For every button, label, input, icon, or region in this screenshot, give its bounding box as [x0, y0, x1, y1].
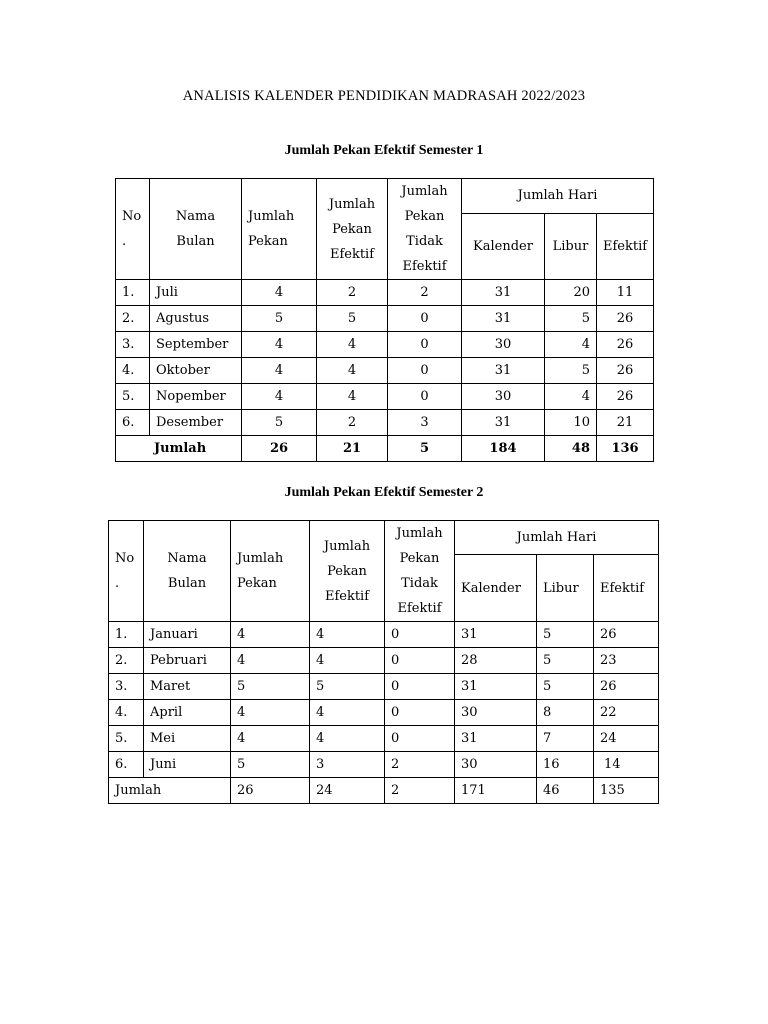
header-pekan-tidak-efektif: Jumlah Pekan Tidak Efektif	[385, 521, 455, 622]
cell-no: 6.	[109, 752, 144, 778]
table-row	[109, 726, 659, 752]
table-row	[116, 306, 654, 332]
cell-tidak: 2	[388, 280, 462, 306]
header-pekan-efektif: Jumlah Pekan Efektif	[317, 179, 388, 280]
cell-kalender: 31	[455, 622, 537, 648]
table-header-row	[116, 179, 654, 214]
total-libur: 48	[545, 436, 597, 462]
page-title: ANALISIS KALENDER PENDIDIKAN MADRASAH 2022/2023	[182, 88, 586, 104]
cell-efektif: 2	[317, 280, 388, 306]
cell-pekan: 4	[242, 280, 317, 306]
cell-pekan: 5	[242, 410, 317, 436]
cell-no: 3.	[109, 674, 144, 700]
cell-hari-efektif: 22	[594, 700, 659, 726]
total-kalender: 171	[455, 778, 537, 804]
header-jumlah-pekan: Jumlah Pekan	[242, 179, 317, 280]
cell-bulan: Pebruari	[144, 648, 231, 674]
header-hari-efektif: Efektif	[597, 213, 654, 279]
cell-hari-efektif: 26	[597, 384, 654, 410]
cell-pekan: 5	[231, 674, 310, 700]
header-kalender: Kalender	[462, 213, 545, 279]
cell-bulan: Agustus	[150, 306, 242, 332]
cell-hari-efektif: 11	[597, 280, 654, 306]
table-row	[116, 384, 654, 410]
total-label: Jumlah	[116, 436, 242, 462]
cell-libur: 10	[545, 410, 597, 436]
cell-libur: 7	[537, 726, 594, 752]
cell-kalender: 28	[455, 648, 537, 674]
total-hari-efektif: 135	[594, 778, 659, 804]
cell-pekan: 4	[242, 358, 317, 384]
table-row	[109, 752, 659, 778]
table-total-row	[109, 778, 659, 804]
cell-tidak: 2	[385, 752, 455, 778]
cell-hari-efektif: 26	[597, 306, 654, 332]
cell-libur: 5	[537, 674, 594, 700]
cell-libur: 8	[537, 700, 594, 726]
header-no: No .	[109, 521, 144, 622]
cell-hari-efektif: 26	[597, 332, 654, 358]
header-jumlah-hari: Jumlah Hari	[455, 521, 659, 555]
cell-tidak: 0	[385, 648, 455, 674]
semester-2-table	[108, 520, 659, 804]
cell-kalender: 31	[462, 306, 545, 332]
cell-kalender: 31	[462, 358, 545, 384]
cell-no: 1.	[109, 622, 144, 648]
total-pekan: 26	[242, 436, 317, 462]
cell-pekan: 4	[242, 332, 317, 358]
header-libur: Libur	[537, 555, 594, 622]
table-total-row	[116, 436, 654, 462]
cell-hari-efektif: 14	[594, 752, 659, 778]
cell-no: 4.	[116, 358, 150, 384]
cell-hari-efektif: 26	[594, 674, 659, 700]
cell-tidak: 0	[385, 726, 455, 752]
header-jumlah-pekan: Jumlah Pekan	[231, 521, 310, 622]
header-nama-bulan: Nama Bulan	[144, 521, 231, 622]
semester-2-subtitle: Jumlah Pekan Efektif Semester 2	[284, 485, 484, 500]
cell-libur: 4	[545, 384, 597, 410]
cell-kalender: 31	[455, 726, 537, 752]
cell-libur: 4	[545, 332, 597, 358]
cell-bulan: Nopember	[150, 384, 242, 410]
total-kalender: 184	[462, 436, 545, 462]
semester-1-table	[115, 178, 654, 462]
cell-tidak: 0	[385, 674, 455, 700]
cell-efektif: 4	[317, 358, 388, 384]
cell-no: 2.	[109, 648, 144, 674]
cell-libur: 16	[537, 752, 594, 778]
cell-efektif: 4	[317, 384, 388, 410]
table-row	[109, 674, 659, 700]
total-tidak: 2	[385, 778, 455, 804]
header-pekan-efektif: Jumlah Pekan Efektif	[310, 521, 385, 622]
cell-hari-efektif: 21	[597, 410, 654, 436]
header-jumlah-hari: Jumlah Hari	[462, 179, 654, 214]
cell-no: 4.	[109, 700, 144, 726]
total-efektif: 21	[317, 436, 388, 462]
cell-hari-efektif: 23	[594, 648, 659, 674]
cell-pekan: 4	[231, 700, 310, 726]
header-kalender: Kalender	[455, 555, 537, 622]
cell-tidak: 0	[388, 384, 462, 410]
cell-efektif: 4	[310, 648, 385, 674]
cell-no: 1.	[116, 280, 150, 306]
cell-efektif: 2	[317, 410, 388, 436]
cell-efektif: 3	[310, 752, 385, 778]
cell-kalender: 30	[462, 332, 545, 358]
cell-kalender: 31	[462, 280, 545, 306]
semester-1-subtitle: Jumlah Pekan Efektif Semester 1	[284, 143, 484, 158]
cell-no: 2.	[116, 306, 150, 332]
cell-efektif: 5	[317, 306, 388, 332]
cell-kalender: 30	[455, 752, 537, 778]
header-pekan-tidak-efektif: Jumlah Pekan Tidak Efektif	[388, 179, 462, 280]
cell-efektif: 4	[310, 700, 385, 726]
table-row	[109, 622, 659, 648]
table-row	[116, 280, 654, 306]
cell-hari-efektif: 26	[594, 622, 659, 648]
table-row	[116, 332, 654, 358]
cell-pekan: 4	[231, 622, 310, 648]
table-row	[109, 648, 659, 674]
table-row	[116, 410, 654, 436]
cell-kalender: 31	[462, 410, 545, 436]
cell-efektif: 5	[310, 674, 385, 700]
cell-tidak: 0	[385, 622, 455, 648]
cell-kalender: 31	[455, 674, 537, 700]
cell-pekan: 5	[242, 306, 317, 332]
cell-libur: 5	[537, 648, 594, 674]
cell-bulan: Mei	[144, 726, 231, 752]
cell-tidak: 3	[388, 410, 462, 436]
cell-bulan: Desember	[150, 410, 242, 436]
cell-kalender: 30	[455, 700, 537, 726]
total-libur: 46	[537, 778, 594, 804]
cell-no: 3.	[116, 332, 150, 358]
cell-bulan: Januari	[144, 622, 231, 648]
cell-efektif: 4	[310, 622, 385, 648]
cell-pekan: 4	[231, 726, 310, 752]
total-tidak: 5	[388, 436, 462, 462]
cell-tidak: 0	[388, 358, 462, 384]
cell-hari-efektif: 26	[597, 358, 654, 384]
header-libur: Libur	[545, 213, 597, 279]
table-row	[109, 700, 659, 726]
cell-no: 6.	[116, 410, 150, 436]
cell-bulan: April	[144, 700, 231, 726]
cell-bulan: Juni	[144, 752, 231, 778]
cell-bulan: Maret	[144, 674, 231, 700]
header-nama-bulan: Nama Bulan	[150, 179, 242, 280]
cell-bulan: September	[150, 332, 242, 358]
cell-bulan: Juli	[150, 280, 242, 306]
cell-kalender: 30	[462, 384, 545, 410]
cell-pekan: 5	[231, 752, 310, 778]
cell-libur: 5	[545, 358, 597, 384]
header-no: No .	[116, 179, 150, 280]
cell-tidak: 0	[385, 700, 455, 726]
table-row	[116, 358, 654, 384]
cell-pekan: 4	[242, 384, 317, 410]
cell-hari-efektif: 24	[594, 726, 659, 752]
cell-efektif: 4	[317, 332, 388, 358]
cell-tidak: 0	[388, 306, 462, 332]
total-efektif: 24	[310, 778, 385, 804]
cell-bulan: Oktober	[150, 358, 242, 384]
cell-pekan: 4	[231, 648, 310, 674]
total-pekan: 26	[231, 778, 310, 804]
total-hari-efektif: 136	[597, 436, 654, 462]
cell-libur: 5	[537, 622, 594, 648]
cell-no: 5.	[116, 384, 150, 410]
total-label: Jumlah	[109, 778, 231, 804]
table-header-row	[109, 521, 659, 555]
cell-efektif: 4	[310, 726, 385, 752]
cell-no: 5.	[109, 726, 144, 752]
cell-libur: 20	[545, 280, 597, 306]
cell-tidak: 0	[388, 332, 462, 358]
cell-libur: 5	[545, 306, 597, 332]
header-hari-efektif: Efektif	[594, 555, 659, 622]
